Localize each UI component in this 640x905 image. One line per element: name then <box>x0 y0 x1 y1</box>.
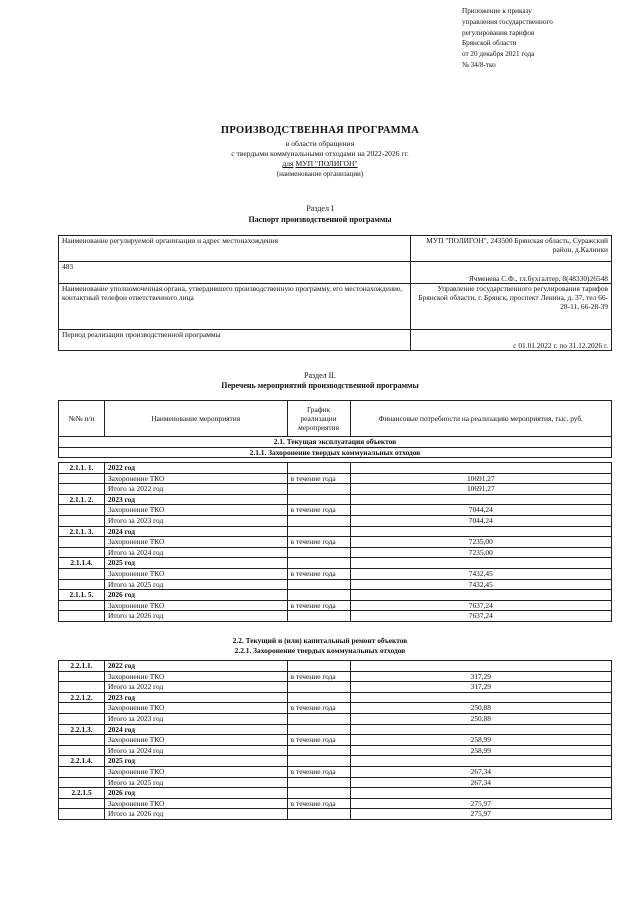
total-row <box>59 611 612 622</box>
passport-cell-right: Управление государственного регулирования тарифов Брянской области, г. Брянск, проспект Ленина, д. 37, тел 66-28-11, 66-28-39 <box>411 284 612 330</box>
plan-table-part2 <box>58 660 612 820</box>
empty-cell <box>287 724 350 735</box>
empty-cell <box>59 735 105 746</box>
item-code: 2.1.1. 3. <box>59 526 105 537</box>
item-code: 2.2.1.5 <box>59 788 105 799</box>
year-label: 2026 год <box>104 788 287 799</box>
item-code: 2.1.1. 2. <box>59 494 105 505</box>
empty-cell <box>59 809 105 820</box>
empty-cell <box>350 661 611 672</box>
activity-row <box>59 537 612 548</box>
activity-schedule: в течение года <box>287 766 350 777</box>
activity-schedule: в течение года <box>287 568 350 579</box>
empty-cell <box>59 600 105 611</box>
document-title: ПРОИЗВОДСТВЕННАЯ ПРОГРАММА <box>220 125 420 136</box>
approval-line: № 34/8-тко <box>462 60 496 69</box>
header-finance: Финансовые потребности на реализацию мероприятия, тыс. руб. <box>350 401 611 437</box>
total-row <box>59 484 612 495</box>
year-label: 2023 год <box>104 692 287 703</box>
total-value: 10691,27 <box>350 484 611 495</box>
activity-value: 250,88 <box>350 703 611 714</box>
activity-name: Захоронение ТКО <box>104 600 287 611</box>
empty-cell <box>350 463 611 474</box>
activity-row <box>59 735 612 746</box>
title-org-line <box>0 159 640 169</box>
passport-cell-left: 483 <box>59 262 411 284</box>
passport-cell-left: Период реализации производственной программы <box>59 330 411 351</box>
activity-row <box>59 703 612 714</box>
approval-line: управления государственного <box>462 17 553 26</box>
empty-cell <box>287 777 350 788</box>
year-row <box>59 788 612 799</box>
part2-subtitle: 2.2.1. Захоронение твердых коммунальных отходов <box>234 646 406 655</box>
plan-header-row <box>59 401 612 437</box>
year-row <box>59 756 612 767</box>
empty-cell <box>59 547 105 558</box>
year-label: 2023 год <box>104 494 287 505</box>
year-label: 2025 год <box>104 756 287 767</box>
title-org-name: МУП "ПОЛИГОН" <box>295 159 358 168</box>
empty-cell <box>59 515 105 526</box>
activity-value: 10691,27 <box>350 473 611 484</box>
total-label: Итого за 2025 год <box>104 777 287 788</box>
approval-block <box>462 6 632 71</box>
activity-schedule: в течение года <box>287 473 350 484</box>
year-label: 2024 год <box>104 526 287 537</box>
passport-cell-right: с 01.01.2022 г. по 31.12.2026 г. <box>411 330 612 351</box>
header-name: Наименование мероприятия <box>104 401 287 437</box>
total-row <box>59 547 612 558</box>
total-value: 250,88 <box>350 713 611 724</box>
total-label: Итого за 2023 год <box>104 515 287 526</box>
year-label: 2024 год <box>104 724 287 735</box>
empty-cell <box>287 682 350 693</box>
activity-schedule: в течение года <box>287 505 350 516</box>
item-code: 2.1.1. 5. <box>59 590 105 601</box>
empty-cell <box>59 766 105 777</box>
empty-cell <box>350 692 611 703</box>
total-label: Итого за 2023 год <box>104 713 287 724</box>
empty-cell <box>287 756 350 767</box>
activity-row <box>59 473 612 484</box>
empty-cell <box>287 661 350 672</box>
passport-row <box>59 236 612 262</box>
total-label: Итого за 2025 год <box>104 579 287 590</box>
empty-cell <box>350 724 611 735</box>
header-num: №№ п/п <box>59 401 105 437</box>
activity-schedule: в течение года <box>287 735 350 746</box>
empty-cell <box>59 484 105 495</box>
activity-schedule: в течение года <box>287 671 350 682</box>
empty-cell <box>59 671 105 682</box>
total-label: Итого за 2024 год <box>104 745 287 756</box>
total-value: 7235,00 <box>350 547 611 558</box>
total-value: 7044,24 <box>350 515 611 526</box>
activity-row <box>59 766 612 777</box>
year-label: 2026 год <box>104 590 287 601</box>
title-org-caption: (наименование организации) <box>276 170 364 178</box>
empty-cell <box>59 505 105 516</box>
activity-name: Захоронение ТКО <box>104 568 287 579</box>
approval-line: от 20 декабря 2021 года <box>462 50 535 59</box>
activity-value: 7044,24 <box>350 505 611 516</box>
total-label: Итого за 2024 год <box>104 547 287 558</box>
passport-row <box>59 262 612 284</box>
year-row <box>59 590 612 601</box>
total-label: Итого за 2022 год <box>104 484 287 495</box>
part1-subtitle: 2.1.1. Захоронение твердых коммунальных отходов <box>59 447 612 458</box>
empty-cell <box>287 809 350 820</box>
activity-row <box>59 600 612 611</box>
empty-cell <box>59 568 105 579</box>
year-row <box>59 494 612 505</box>
total-value: 267,34 <box>350 777 611 788</box>
plan-table-part1-body <box>58 462 612 622</box>
total-row <box>59 515 612 526</box>
year-label: 2022 год <box>104 661 287 672</box>
total-value: 258,99 <box>350 745 611 756</box>
item-code: 2.1.1. 1. <box>59 463 105 474</box>
part1-subtitle-row <box>59 447 612 458</box>
passport-cell-right: Ячменева С.Ф., гл.бухгалтер, 8(48330)26548 <box>411 262 612 284</box>
empty-cell <box>59 777 105 788</box>
activity-name: Захоронение ТКО <box>104 505 287 516</box>
empty-cell <box>350 494 611 505</box>
total-value: 7432,45 <box>350 579 611 590</box>
passport-cell-left: Наименование уполномоченная органа, утвердившего производственную программу, его местонахождение, контактный телефон ответственного лица <box>59 284 411 330</box>
empty-cell <box>350 558 611 569</box>
year-label: 2022 год <box>104 463 287 474</box>
empty-cell <box>287 547 350 558</box>
activity-name: Захоронение ТКО <box>104 735 287 746</box>
year-row <box>59 661 612 672</box>
header-schedule: График реализации мероприятия <box>287 401 350 437</box>
empty-cell <box>287 590 350 601</box>
empty-cell <box>287 484 350 495</box>
year-row <box>59 558 612 569</box>
section1-title <box>0 214 640 225</box>
activity-row <box>59 671 612 682</box>
activity-value: 275,97 <box>350 798 611 809</box>
year-label: 2025 год <box>104 558 287 569</box>
empty-cell <box>59 473 105 484</box>
activity-value: 267,34 <box>350 766 611 777</box>
item-code: 2.2.1.3. <box>59 724 105 735</box>
activity-value: 7637,24 <box>350 600 611 611</box>
empty-cell <box>287 526 350 537</box>
empty-cell <box>287 611 350 622</box>
passport-cell-left: Наименование регулируемой организации и адрес местонахождения <box>59 236 411 262</box>
total-row <box>59 809 612 820</box>
passport-row <box>59 330 612 351</box>
item-code: 2.2.1.4. <box>59 756 105 767</box>
empty-cell <box>59 682 105 693</box>
passport-table <box>58 235 612 351</box>
section2-label: Раздел II. <box>304 371 336 380</box>
empty-cell <box>287 558 350 569</box>
empty-cell <box>287 692 350 703</box>
total-row <box>59 682 612 693</box>
activity-name: Захоронение ТКО <box>104 473 287 484</box>
empty-cell <box>287 515 350 526</box>
empty-cell <box>59 579 105 590</box>
section2-title <box>0 380 640 391</box>
approval-line: Приложение к приказу <box>462 7 532 15</box>
empty-cell <box>59 703 105 714</box>
passport-row <box>59 284 612 330</box>
empty-cell <box>287 745 350 756</box>
activity-name: Захоронение ТКО <box>104 703 287 714</box>
activity-value: 7432,45 <box>350 568 611 579</box>
year-row <box>59 724 612 735</box>
activity-schedule: в течение года <box>287 600 350 611</box>
empty-cell <box>350 788 611 799</box>
total-label: Итого за 2026 год <box>104 809 287 820</box>
empty-cell <box>287 788 350 799</box>
total-label: Итого за 2022 год <box>104 682 287 693</box>
empty-cell <box>287 579 350 590</box>
activity-name: Захоронение ТКО <box>104 671 287 682</box>
title-org-prefix: для <box>282 159 294 168</box>
section1-title-text: Паспорт производственной программы <box>248 215 392 224</box>
activity-value: 258,99 <box>350 735 611 746</box>
total-value: 7637,24 <box>350 611 611 622</box>
approval-line: Брянской области <box>462 39 517 48</box>
activity-name: Захоронение ТКО <box>104 537 287 548</box>
activity-schedule: в течение года <box>287 703 350 714</box>
year-row <box>59 526 612 537</box>
item-code: 2.2.1.1. <box>59 661 105 672</box>
activity-row <box>59 568 612 579</box>
activity-row <box>59 505 612 516</box>
empty-cell <box>287 494 350 505</box>
year-row <box>59 463 612 474</box>
activity-schedule: в течение года <box>287 537 350 548</box>
empty-cell <box>287 713 350 724</box>
part1-title-row <box>59 437 612 448</box>
part2-title: 2.2. Текущий и (или) капитальный ремонт объектов <box>232 636 408 645</box>
total-value: 317,29 <box>350 682 611 693</box>
empty-cell <box>287 463 350 474</box>
year-row <box>59 692 612 703</box>
activity-value: 317,29 <box>350 671 611 682</box>
activity-name: Захоронение ТКО <box>104 798 287 809</box>
empty-cell <box>59 713 105 724</box>
empty-cell <box>59 745 105 756</box>
total-value: 275,97 <box>350 809 611 820</box>
total-row <box>59 745 612 756</box>
item-code: 2.2.1.2. <box>59 692 105 703</box>
part1-title: 2.1. Текущая эксплуатация объектов <box>59 437 612 448</box>
passport-cell-right: МУП "ПОЛИГОН", 243500 Брянская область, Суражский район, д.Калинки <box>411 236 612 262</box>
section2-title-text: Перечень мероприятий производственной программы <box>221 381 419 390</box>
plan-table-part1 <box>58 400 612 458</box>
activity-value: 7235,00 <box>350 537 611 548</box>
activity-schedule: в течение года <box>287 798 350 809</box>
total-row <box>59 777 612 788</box>
section1-label: Раздел I <box>306 204 334 213</box>
empty-cell <box>59 537 105 548</box>
total-row <box>59 579 612 590</box>
item-code: 2.1.1.4. <box>59 558 105 569</box>
empty-cell <box>350 756 611 767</box>
empty-cell <box>350 526 611 537</box>
empty-cell <box>59 611 105 622</box>
activity-name: Захоронение ТКО <box>104 766 287 777</box>
activity-row <box>59 798 612 809</box>
empty-cell <box>350 590 611 601</box>
title-line-2: с твердыми коммунальными отходами на 2022-2026 гг. <box>231 149 409 158</box>
approval-line: регулирования тарифов <box>462 28 535 37</box>
total-row <box>59 713 612 724</box>
title-line-1: в области обращения <box>285 139 355 148</box>
total-label: Итого за 2026 год <box>104 611 287 622</box>
empty-cell <box>59 798 105 809</box>
